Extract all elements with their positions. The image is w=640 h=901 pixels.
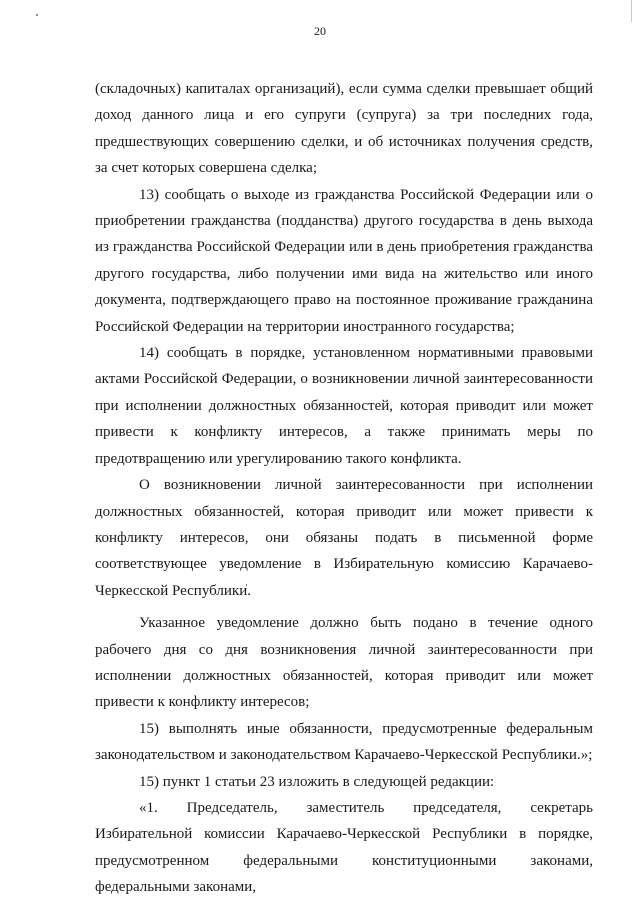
paragraph-item-13: 13) сообщать о выходе из гражданства Российской Федерации или о приобретении гражданства (подданства) другого государства в день выхода из гражданства Российской Федерации или в день приобретения гражданства другого государства, либо получении ими вида на жительство или иного документа, подтверждающего право на постоянное проживание гражданина Российской Федерации на территории иностранного государства;: [95, 186, 593, 335]
paragraph-amendment-15: 15) пункт 1 статьи 23 изложить в следующей редакции:: [139, 773, 495, 790]
paragraph-item-14: 14) сообщать в порядке, установленном нормативными правовыми актами Российской Федерации, о возникновении личной заинтересованности при исполнении должностных обязанностей, которая приводит или может привести к конфликту интересов, а также принимать меры по предотвращению или урегулированию такого конфликта.: [95, 345, 593, 467]
page-number: 20: [314, 24, 326, 38]
document-body: [95, 76, 593, 901]
scan-edge-line: [631, 0, 632, 22]
paragraph-article-23: «1. Председатель, заместитель председателя, секретарь Избирательной комиссии Карачаево-Черкесской Республики в порядке, предусмотренном федеральными конституционными законами, федеральными законами,: [95, 799, 593, 896]
paragraph-item-15: 15) выполнять иные обязанности, предусмотренные федеральным законодательством и законодательством Карачаево-Черкесской Республики.»;: [95, 720, 593, 764]
paragraph-notice-deadline: Указанное уведомление должно быть подано в течение одного рабочего дня со дня возникновения личной заинтересованности при исполнении должностных обязанностей, которая приводит или может привести к конфликту интересов;: [95, 615, 593, 711]
paragraph-continuation: (складочных) капиталах организаций), если сумма сделки превышает общий доход данного лица и его супруги (супруга) за три последних года, предшествующих совершению сделки, и об источниках получения средств, за счет которых совершена сделка;: [95, 81, 593, 177]
paragraph-conflict-notice: О возникновении личной заинтересованности при исполнении должностных обязанностей, которая приводит или может привести к конфликту интересов, они обязаны подать в письменной форме соответствующее уведомление в Избирательную комиссию Карачаево-Черкесской Республики.: [95, 477, 593, 599]
scan-speck: [36, 14, 38, 16]
